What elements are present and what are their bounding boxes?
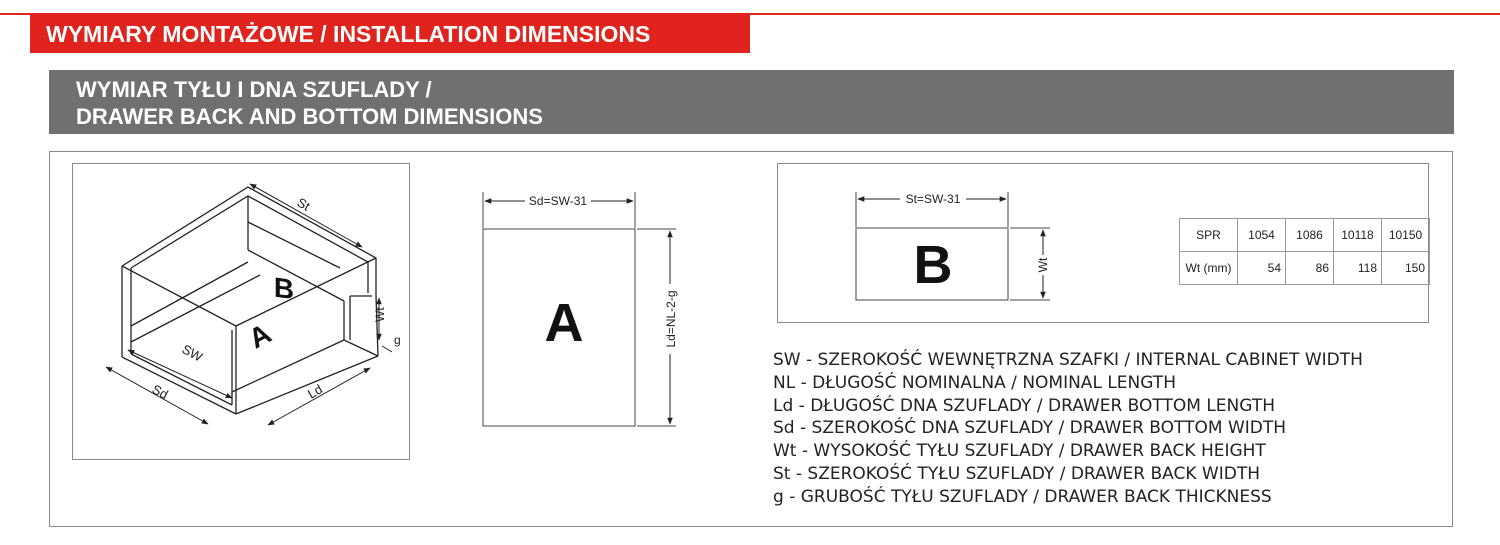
panel-b-width-dim: St=SW-31 (905, 192, 961, 206)
legend-item: Sd - SZEROKOŚĆ DNA SZUFLADY / DRAWER BOTTOM WIDTH (773, 418, 1287, 439)
iso-label-b: B (273, 271, 295, 306)
panel-b-height-dim: Wt (1036, 257, 1050, 273)
legend-item: NL - DŁUGOŚĆ NOMINALNA / NOMINAL LENGTH (773, 372, 1176, 393)
iso-dim-st: St (294, 194, 313, 214)
legend-item: Wt - WYSOKOŚĆ TYŁU SZUFLADY / DRAWER BACK HEIGHT (773, 441, 1266, 462)
legend-item: g - GRUBOŚĆ TYŁU SZUFLADY / DRAWER BACK THICKNESS (773, 486, 1272, 507)
page-title: WYMIARY MONTAŻOWE / INSTALLATION DIMENSIONS (30, 15, 750, 53)
spr-table (1179, 218, 1430, 285)
table-cell: 1086 (1286, 219, 1334, 252)
iso-dim-ld: Ld (305, 381, 326, 402)
legend (773, 349, 1363, 509)
iso-dim-sw: SW (179, 341, 206, 365)
section-title-line-1: WYMIAR TYŁU I DNA SZUFLADY / (76, 77, 432, 102)
table-cell: SPR (1180, 219, 1238, 252)
panel-a-letter: A (544, 293, 584, 353)
table-cell: 10118 (1334, 219, 1382, 252)
table-cell: 10150 (1382, 219, 1430, 252)
isometric-drawer (122, 187, 378, 414)
legend-item: SW - SZEROKOŚĆ WEWNĘTRZNA SZAFKI / INTERNAL CABINET WIDTH (773, 350, 1363, 370)
iso-dim-sd: Sd (149, 381, 171, 403)
table-cell: 86 (1286, 252, 1334, 285)
legend-item: St - SZEROKOŚĆ TYŁU SZUFLADY / DRAWER BACK WIDTH (773, 463, 1261, 484)
isometric-dimensions (106, 184, 392, 425)
table-cell: 150 (1382, 252, 1430, 285)
legend-item: Ld - DŁUGOŚĆ DNA SZUFLADY / DRAWER BOTTOM LENGTH (773, 395, 1275, 416)
iso-label-a: A (243, 317, 277, 355)
table-cell: Wt (mm) (1180, 252, 1238, 285)
panel-a-width-dim: Sd=SW-31 (528, 194, 588, 208)
table-cell: 54 (1238, 252, 1286, 285)
table-cell: 118 (1334, 252, 1382, 285)
iso-dim-g: g (394, 333, 401, 347)
panel-a-length-dim: Ld=NL-2-g (664, 290, 678, 348)
panel-b-letter: B (913, 235, 953, 295)
table-row (1180, 219, 1430, 252)
iso-dim-wt: Wt (373, 307, 387, 322)
section-title-line-2: DRAWER BACK AND BOTTOM DIMENSIONS (76, 104, 543, 129)
table-cell: 1054 (1238, 219, 1286, 252)
table-row (1180, 252, 1430, 285)
